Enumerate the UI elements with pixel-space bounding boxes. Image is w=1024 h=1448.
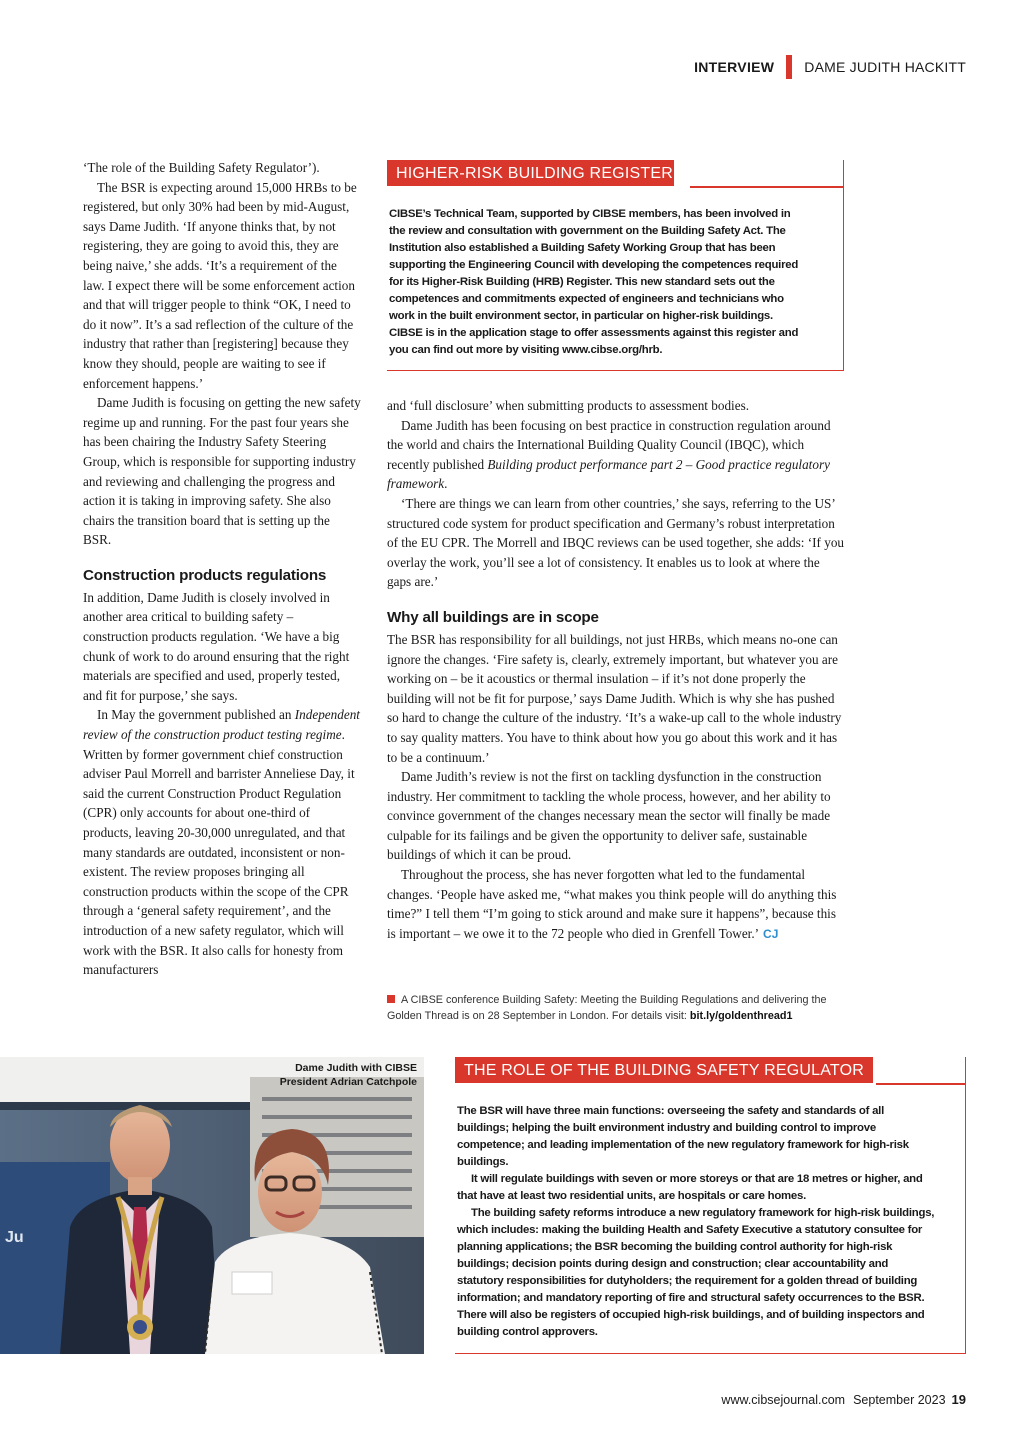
review-title: Independent review of the construction product testing regime <box>83 707 360 743</box>
bsr-role-sidebar <box>455 1057 966 1354</box>
header-divider <box>786 55 792 79</box>
page-footer <box>721 1392 966 1407</box>
banner-text: Ju <box>5 1229 24 1246</box>
photo-illustration <box>0 1057 424 1354</box>
hrb-register-sidebar <box>387 160 844 371</box>
paragraph: Dame Judith’s review is not the first on tackling dysfunction in the construction industry. Her commitment to tackling the whole process, however, and her ability to convince government of the changes necessary mean the sector will finally be made culpable for its failings and be given the opportunity to deliver safe, sustainable buildings of which it can be proud. <box>387 769 831 863</box>
hrb-link[interactable]: www.cibse.org/hrb <box>562 344 660 356</box>
sidebar-title: HIGHER-RISK BUILDING REGISTER <box>387 160 674 186</box>
subheading: Construction products regulations <box>83 566 327 584</box>
author-signature: CJ <box>763 926 779 941</box>
sidebar-title: THE ROLE OF THE BUILDING SAFETY REGULATOR <box>455 1057 873 1083</box>
journal-url[interactable]: www.cibsejournal.com <box>721 1393 846 1407</box>
paragraph: In addition, Dame Judith is closely involved in another area critical to building safety – construction products regulation. ‘We have a big chunk of work to do around ensuring that the right materials are specified and used, properly tested, and fit for purpose,’ she says. <box>83 589 350 703</box>
paragraph: Throughout the process, she has never forgotten what led to the fundamental changes. ‘People have asked me, “what makes you think people will do anything this time?” I tell them “I’m going to stick around and make sure it happens”, because this is important – we owe it to the 72 people who died in Grenfell Tower.’ CJ <box>387 867 837 941</box>
paragraph: ‘There are things we can learn from other countries,’ she says, referring to the US’ structured code system for product specification and Germany’s robust interpretation of the EU CPR. The Morrell and IBQC reviews can be used together, she adds: ‘If you overlay the work, you’ll see a lot of consistency. It enables us to look at where the gaps are.’ <box>387 495 845 590</box>
page-number: 19 <box>951 1392 966 1407</box>
paragraph: Dame Judith is focusing on getting the new safety regime up and running. For the past four years she has been chairing the Industry Safety Steering Group, which is responsible for supporting industry and reviewing and challenging the progress and action it is taking in improving safety. She also chairs the transition board that is setting up the BSR. <box>83 395 361 548</box>
paragraph: ‘The role of the Building Safety Regulator’). <box>83 160 320 175</box>
paragraph: In May the government published an Independent review of the construction product testing regime. Written by former government chief construction adviser Paul Morrell and barrister Anneliese Day, it said the current Construction Product Regulation (CPR) only accounts for about one-third of products, leaving 20-30,000 unregulated, and that many standards are outdated, inconsistent or non-existent. The review proposes bringing all construction products within the scope of the CPR through a ‘general safety requirement’, and the introduction of a new safety regulator, which will work with the BSR. It also calls for honesty from manufacturers <box>83 707 360 978</box>
sidebar-rule <box>876 1083 965 1085</box>
event-link[interactable]: bit.ly/goldenthread1 <box>689 1010 793 1022</box>
sidebar-rule <box>690 186 843 188</box>
paragraph: Dame Judith has been focusing on best practice in construction regulation around the world and chairs the International Building Quality Council (IBQC), which recently published Building product performance part 2 – Good practice regulatory framework. <box>387 417 831 492</box>
sidebar-text: CIBSE’s Technical Team, supported by CIBSE members, has been involved in the review and consultation with government on the Building Safety Act. The Institution also established a Building Safety Working Group that has been supporting the Engineering Council with developing the competences required for its Higher-Risk Building (HRB) Register. This new standard sets out the competences and commitments expected of engineers and technicians who work in the built environment sector, in particular on higher-risk buildings. CIBSE is in the application stage to offer assessments against this register and you can find out more by visiting www.cibse.org/hrb. <box>389 208 799 356</box>
bullet-square-icon <box>387 995 395 1003</box>
subheading: Why all buildings are in scope <box>387 608 599 626</box>
photo-judith-and-president <box>0 1057 424 1354</box>
sidebar-text: The BSR will have three main functions: overseeing the safety and standards of all buildings; helping the built environment industry and building control to improve competence; and leading implementation of the new regulatory framework for high-risk buildings. It will regulate buildings with seven or more storeys or that are 18 metres or higher, and that have at least two residential units, are hospitals or care homes. The building safety reforms introduce a new regulatory framework for high-risk buildings, which includes: making the building Health and Safety Executive a statutory consultee for planning applications; the BSR becoming the building control authority for high-risk buildings; decision points during design and construction; clear accountability and statutory responsibilities for dutyholders; the requirement for a golden thread of building information; and mandatory reporting of fire and structural safety occurrences to the BSR. There will also be registers of occupied high-risk buildings, and of building inspectors and building control approvers. <box>457 1105 935 1338</box>
event-note: A CIBSE conference Building Safety: Meeting the Building Regulations and delivering the Golden Thread is on 28 September in London. For details visit: bit.ly/goldenthread1 <box>387 994 827 1022</box>
running-header <box>694 56 966 78</box>
section-label: INTERVIEW <box>694 59 775 75</box>
issue-date: September 2023 <box>853 1393 946 1407</box>
article-column-left <box>83 158 361 980</box>
article-subject: DAME JUDITH HACKITT <box>804 59 966 75</box>
photo-caption: Dame Judith with CIBSE President Adrian Catchpole <box>279 1062 417 1088</box>
article-column-right <box>387 396 845 944</box>
paragraph: The BSR is expecting around 15,000 HRBs to be registered, but only 30% had been by mid-August, says Dame Judith. ‘If anyone thinks that, by not registering, they are going to avoid this, they are being naive,’ she adds. ‘It’s a requirement of the law. I expect there will be some enforcement action and that will trigger people to think “OK, I need to do it now”. It’s a sad reflection of the culture of the industry that rather than [registering] because they know they should, people are waiting to see if enforcement happens.’ <box>83 179 357 391</box>
publication-title: Building product performance part 2 – Good practice regulatory framework <box>387 456 830 492</box>
paragraph: The BSR has responsibility for all buildings, not just HRBs, which means no-one can ignore the changes. ‘Fire safety is, clearly, extremely important, but whatever you are working on – be it acoustics or thermal insulation – if it’s not done properly the building will not be fit for purpose,’ says Dame Judith. Which is why she has pushed so hard to change the culture of the industry. ‘It’s a wake-up call to the whole industry to say quality matters. You have to think about how you go about this work and it has to be a continuum.’ <box>387 631 842 765</box>
paragraph: and ‘full disclosure’ when submitting products to assessment bodies. <box>387 398 749 413</box>
